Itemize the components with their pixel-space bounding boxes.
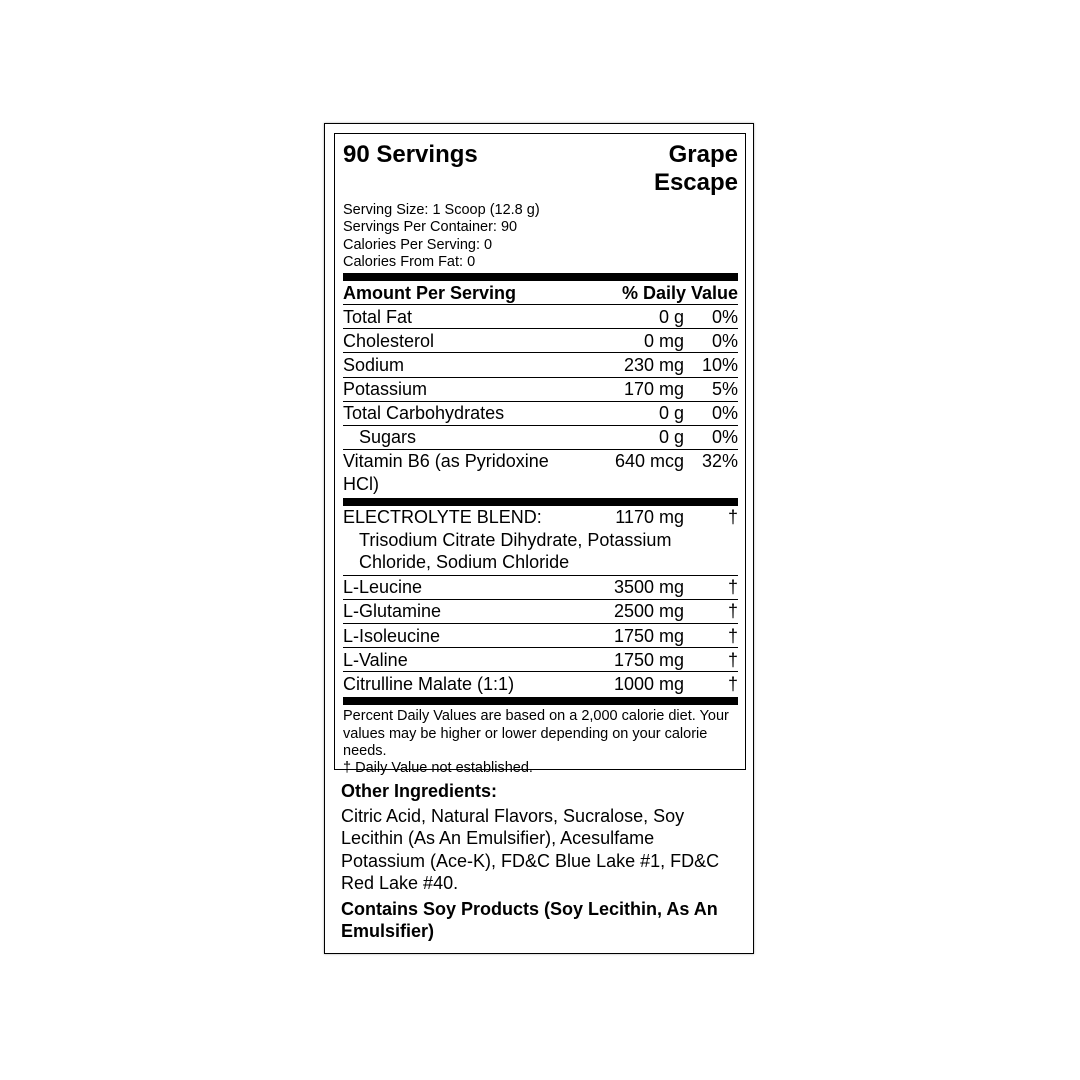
other-ingredients-text: Citric Acid, Natural Flavors, Sucralose, Soy Lecithin (As An Emulsifier), Acesulfame Potassium (Ace-K), FD&C Blue Lake #1, FD&C Red Lake #40. <box>341 806 720 894</box>
blend-description: Trisodium Citrate Dihydrate, Potassium Chloride, Sodium Chloride <box>343 529 738 576</box>
servings-per-container: Servings Per Container: 90 <box>343 219 518 236</box>
nutrient-dv: 0% <box>711 403 738 424</box>
nutrient-row <box>343 378 738 402</box>
divider-thick <box>343 273 738 281</box>
flavor-line-1: Grape <box>668 141 738 168</box>
amino-amount: 1750 mg <box>613 625 684 646</box>
amino-row <box>343 624 738 648</box>
amino-dv: † <box>727 625 738 646</box>
nutrient-name: Vitamin B6 (as Pyridoxine HCl) <box>343 451 549 494</box>
nutrient-amount: 0 g <box>658 403 684 424</box>
amino-name: Citrulline Malate (1:1) <box>343 673 515 694</box>
amino-name: L-Isoleucine <box>343 625 441 646</box>
nutrient-name: Cholesterol <box>343 330 435 351</box>
supplement-label <box>324 123 754 954</box>
amino-row <box>343 600 738 624</box>
table-header <box>343 281 738 305</box>
blend-row <box>343 506 738 529</box>
nutrient-amount: 170 mg <box>623 379 684 400</box>
other-ingredients <box>341 779 741 942</box>
nutrient-amount: 230 mg <box>623 354 684 375</box>
calories-from-fat: Calories From Fat: 0 <box>343 253 476 270</box>
supplement-facts-panel <box>334 133 746 777</box>
blend-dv: † <box>727 507 738 528</box>
nutrient-name: Total Carbohydrates <box>343 403 505 424</box>
nutrient-dv: 0% <box>711 427 738 448</box>
amino-name: L-Valine <box>343 649 408 670</box>
nutrient-row <box>343 305 738 329</box>
amino-row <box>343 672 738 695</box>
serving-size: Serving Size: 1 Scoop (12.8 g) <box>343 202 540 218</box>
nutrient-dv: 0% <box>711 330 738 351</box>
nutrient-dv: 10% <box>701 354 738 375</box>
nutrient-row <box>343 426 738 450</box>
servings-title: 90 Servings <box>343 141 478 168</box>
divider-thick <box>343 697 738 705</box>
serving-info <box>343 202 738 271</box>
nutrient-name: Sugars <box>359 427 417 448</box>
flavor-name <box>654 141 738 197</box>
label-header <box>343 141 738 197</box>
amino-row <box>343 648 738 672</box>
allergen-statement: Contains Soy Products (Soy Lecithin, As An Emulsifier) <box>341 898 718 942</box>
amino-name: L-Leucine <box>343 577 423 598</box>
flavor-line-2: Escape <box>653 169 738 196</box>
amino-dv: † <box>727 601 738 622</box>
nutrient-name: Sodium <box>343 354 405 375</box>
amino-amount: 1000 mg <box>613 673 684 694</box>
nutrient-row <box>343 402 738 426</box>
nutrient-dv: 5% <box>711 379 738 400</box>
amino-dv: † <box>727 649 738 670</box>
nutrient-dv: 32% <box>701 451 738 472</box>
nutrient-dv: 0% <box>711 306 738 327</box>
amino-row <box>343 576 738 600</box>
amino-amount: 2500 mg <box>613 601 684 622</box>
daily-value-footnote: Percent Daily Values are based on a 2,000 calorie diet. Your values may be higher or lower depending on your calorie needs. <box>343 708 729 759</box>
daily-value-header: % Daily Value <box>621 282 738 303</box>
dagger-footnote: † Daily Value not established. <box>343 760 533 777</box>
amino-name: L-Glutamine <box>343 601 442 622</box>
blend-name: ELECTROLYTE BLEND: <box>343 507 542 528</box>
nutrient-row <box>343 329 738 353</box>
amino-amount: 3500 mg <box>613 577 684 598</box>
nutrient-amount: 0 g <box>658 427 684 448</box>
nutrient-amount: 640 mcg <box>614 451 684 472</box>
amino-dv: † <box>727 673 738 694</box>
footnote <box>343 708 738 777</box>
nutrient-row <box>343 353 738 377</box>
nutrient-name: Total Fat <box>343 306 413 327</box>
amino-amount: 1750 mg <box>613 649 684 670</box>
calories-per-serving: Calories Per Serving: 0 <box>343 236 493 253</box>
divider-thick <box>343 498 738 506</box>
amino-dv: † <box>727 577 738 598</box>
nutrient-name: Potassium <box>343 379 428 400</box>
blend-amount: 1170 mg <box>615 507 684 528</box>
amount-per-serving-header: Amount Per Serving <box>343 282 517 303</box>
nutrient-amount: 0 mg <box>643 330 684 351</box>
nutrient-amount: 0 g <box>658 306 684 327</box>
other-ingredients-title: Other Ingredients: <box>341 781 498 801</box>
nutrient-row <box>343 450 738 496</box>
